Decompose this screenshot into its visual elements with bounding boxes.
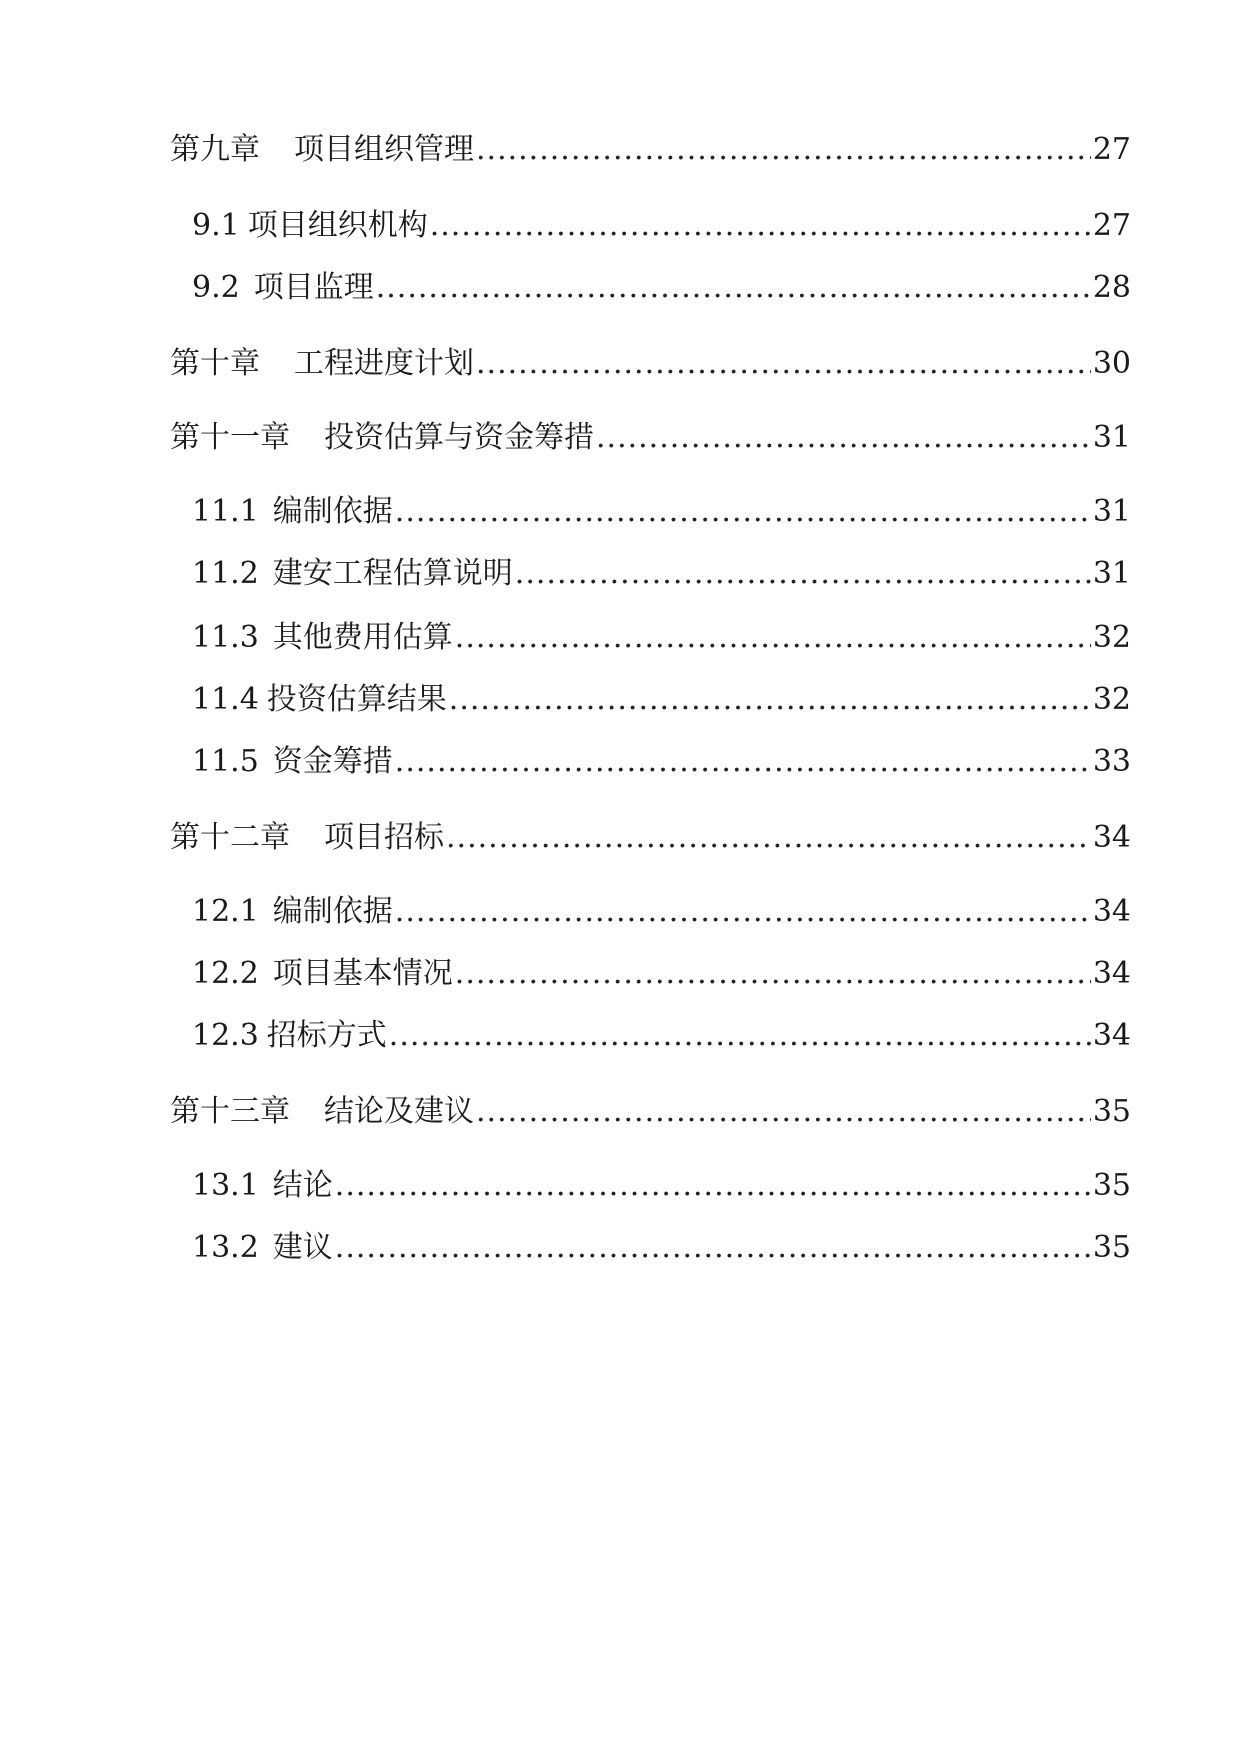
- toc-entry-title: 项目招标: [324, 820, 444, 855]
- toc-entry-number: 13.1: [192, 1168, 259, 1203]
- toc-entry-9-2[interactable]: [192, 264, 1131, 312]
- toc-entry-number: 12.1: [192, 894, 259, 929]
- toc-leader-dots: [476, 126, 1091, 174]
- toc-leader-dots: [430, 202, 1091, 250]
- toc-entry-chapter-11[interactable]: [170, 414, 1131, 462]
- toc-entry-number: 第十章: [170, 346, 260, 381]
- toc-entry-page: 27: [1092, 132, 1131, 167]
- toc-entry-11-5[interactable]: [192, 738, 1131, 786]
- toc-entry-title: 结论: [272, 1168, 333, 1203]
- toc-entry-page: 34: [1092, 956, 1131, 991]
- toc-entry-title: 项目组织管理: [294, 132, 474, 167]
- toc-entry-11-1[interactable]: [192, 488, 1131, 536]
- toc-entry-page: 35: [1092, 1230, 1131, 1265]
- toc-entry-12-1[interactable]: [192, 888, 1131, 936]
- toc-entry-page: 35: [1092, 1094, 1131, 1129]
- toc-entry-number: 11.2: [192, 556, 259, 591]
- toc-entry-title: 结论及建议: [324, 1094, 474, 1129]
- toc-leader-dots: [449, 676, 1091, 724]
- toc-entry-page: 32: [1092, 620, 1131, 655]
- toc-entry-title: 项目基本情况: [272, 956, 453, 991]
- toc-entry-number: 9.2: [192, 270, 240, 305]
- toc-entry-title: 建安工程估算说明: [272, 556, 513, 591]
- toc-entry-title: 工程进度计划: [294, 346, 474, 381]
- toc-leader-dots: [476, 1088, 1091, 1136]
- toc-leader-dots: [515, 550, 1091, 598]
- toc-entry-number: 9.1: [192, 208, 240, 243]
- toc-leader-dots: [596, 414, 1091, 462]
- toc-leader-dots: [455, 614, 1091, 662]
- toc-entry-title: 投资估算结果: [266, 682, 447, 717]
- toc-entry-title: 其他费用估算: [272, 620, 453, 655]
- toc-leader-dots: [395, 738, 1091, 786]
- toc-entry-page: 33: [1092, 744, 1131, 779]
- toc-entry-title: 资金筹措: [272, 744, 393, 779]
- toc-entry-chapter-12[interactable]: [170, 814, 1131, 862]
- toc-entry-number: 11.3: [192, 620, 259, 655]
- toc-entry-number: 11.1: [192, 494, 259, 529]
- toc-entry-page: 31: [1092, 420, 1131, 455]
- toc-leader-dots: [476, 340, 1091, 388]
- toc-entry-number: 13.2: [192, 1230, 259, 1265]
- toc-entry-number: 11.4: [192, 682, 259, 717]
- toc-leader-dots: [335, 1162, 1091, 1210]
- toc-leader-dots: [335, 1224, 1091, 1272]
- toc-entry-number: 第十一章: [170, 420, 290, 455]
- toc-leader-dots: [446, 814, 1091, 862]
- toc-entry-13-1[interactable]: [192, 1162, 1131, 1210]
- toc-entry-12-2[interactable]: [192, 950, 1131, 998]
- toc-leader-dots: [455, 950, 1091, 998]
- toc-entry-title: 编制依据: [272, 894, 393, 929]
- toc-entry-13-2[interactable]: [192, 1224, 1131, 1272]
- toc-entry-9-1[interactable]: [192, 202, 1131, 250]
- toc-entry-chapter-13[interactable]: [170, 1088, 1131, 1136]
- toc-entry-title: 投资估算与资金筹措: [324, 420, 594, 455]
- toc-entry-page: 32: [1092, 682, 1131, 717]
- toc-entry-number: 12.3: [192, 1018, 259, 1053]
- toc-entry-page: 30: [1092, 346, 1131, 381]
- toc-entry-title: 建议: [272, 1230, 333, 1265]
- toc-entry-12-3[interactable]: [192, 1012, 1131, 1060]
- toc-entry-title: 编制依据: [272, 494, 393, 529]
- toc-entry-page: 35: [1092, 1168, 1131, 1203]
- toc-leader-dots: [395, 488, 1091, 536]
- toc-entry-number: 11.5: [192, 744, 259, 779]
- toc-entry-chapter-9[interactable]: [170, 126, 1131, 174]
- toc-entry-chapter-10[interactable]: [170, 340, 1131, 388]
- toc-entry-page: 27: [1092, 208, 1131, 243]
- toc-entry-page: 34: [1092, 894, 1131, 929]
- toc-entry-title: 招标方式: [266, 1018, 387, 1053]
- toc-leader-dots: [389, 1012, 1091, 1060]
- toc-entry-number: 第九章: [170, 132, 260, 167]
- toc-entry-number: 第十三章: [170, 1094, 290, 1129]
- toc-entry-page: 34: [1092, 820, 1131, 855]
- toc-entry-11-4[interactable]: [192, 676, 1131, 724]
- toc-entry-11-3[interactable]: [192, 614, 1131, 662]
- toc-entry-11-2[interactable]: [192, 550, 1131, 598]
- toc-entry-page: 34: [1092, 1018, 1131, 1053]
- toc-entry-page: 31: [1092, 494, 1131, 529]
- toc-leader-dots: [376, 264, 1091, 312]
- toc-entry-number: 12.2: [192, 956, 259, 991]
- toc-entry-page: 31: [1092, 556, 1131, 591]
- toc-entry-number: 第十二章: [170, 820, 290, 855]
- toc-leader-dots: [395, 888, 1091, 936]
- toc-entry-page: 28: [1092, 270, 1131, 305]
- toc-entry-title: 项目组织机构: [247, 208, 428, 243]
- toc-entry-title: 项目监理: [253, 270, 374, 305]
